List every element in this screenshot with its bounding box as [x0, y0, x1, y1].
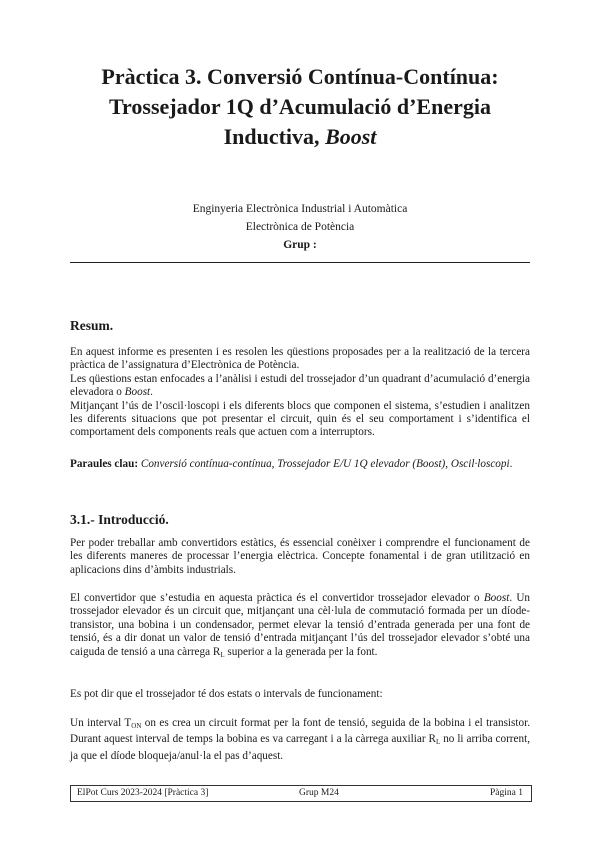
- intro-p4-text-c: no li arriba corrent, ja que el díode bloqueja/anul·la el pas d’aquest.: [70, 733, 530, 762]
- degree-name: Enginyeria Electrònica Industrial i Automàtica: [192, 203, 408, 215]
- keywords-label: Paraules clau:: [70, 458, 139, 470]
- intro-p2-text-a: El convertidor que s’estudia en aquesta pràctica és el convertidor trossejador elevador o: [70, 592, 484, 604]
- intro-p2-text-c: superior a la generada per la font.: [224, 645, 378, 658]
- abstract-body: [70, 346, 530, 440]
- abstract-p2-boost: Boost: [124, 386, 151, 399]
- intro-p4-subscript-l: L: [435, 738, 441, 747]
- intro-p2-text-b: . Un trossejador elevador és un circuit que, mitjançant una cèl·lula de commutació formada per un díode-transistor, una bobina i un condensador, permet elevar la tensió d’entrada generada per una font de tensió, és a dir donat un valor de tensió d’entrada mitjançant l’ús del trossejador elevador s’obté una caiguda de tensió a una càrrega R: [70, 592, 530, 658]
- title-line-3: [60, 122, 540, 152]
- intro-paragraph-1: Per poder treballar amb convertidors estàtics, és essencial conèixer i comprendre el funcionament de les diferents maneres de processar l’energia elèctrica. Concepte fonamental i de gran utilització en aplicacions dins d’àmbits industrials.: [70, 537, 530, 576]
- intro-heading: 3.1.- Introducció.: [70, 512, 169, 527]
- intro-p2-subscript: L: [220, 650, 225, 659]
- document-title: [60, 62, 540, 152]
- intro-paragraph-3: Es pot dir que el trossejador té dos estats o intervals de funcionament:: [70, 688, 383, 700]
- intro-p4-subscript-on: ON: [131, 722, 142, 730]
- abstract-p2-end: .: [150, 386, 153, 399]
- affiliation-block: [60, 200, 540, 254]
- keywords-line: [70, 458, 530, 471]
- intro-p2-boost: Boost: [483, 592, 510, 604]
- title-line-1: Pràctica 3. Conversió Contínua-Contínua:: [101, 64, 499, 89]
- keywords-end: .: [509, 458, 513, 470]
- intro-p4-text-b: on es crea un circuit format per la font de tensió, seguida de la bobina i el transistor. Durant aquest interval de temps la bobina es va carregant i a la càrrega auxiliar R: [70, 717, 530, 746]
- footer-group: Grup M24: [299, 788, 339, 798]
- title-boost-italic: Boost: [325, 124, 377, 149]
- course-name: Electrònica de Potència: [245, 221, 355, 233]
- keywords-list: Conversió contínua-contínua, Trossejador E/U 1Q elevador (Boost), Oscil·loscopi: [138, 458, 510, 470]
- intro-p4-text-a: Un interval T: [70, 717, 132, 729]
- abstract-paragraph-2: [70, 373, 530, 400]
- intro-paragraph-4: [70, 717, 530, 763]
- abstract-paragraph-1: En aquest informe es presenten i es resolen les qüestions proposades per a la realització de la tercera pràctica de l’assignatura d’Electrònica de Potència.: [70, 346, 530, 372]
- header-divider: [70, 262, 530, 263]
- page-footer: [70, 785, 532, 802]
- group-label: Grup :: [283, 239, 317, 251]
- abstract-heading: Resum.: [70, 318, 114, 333]
- footer-page-number: Pàgina 1: [490, 788, 523, 798]
- footer-course-info: ElPot Curs 2023-2024 [Pràctica 3]: [77, 788, 209, 798]
- intro-paragraph-2: [70, 592, 530, 662]
- title-line-3-text: Inductiva,: [223, 124, 326, 149]
- abstract-paragraph-3: Mitjançant l’ús de l’oscil·loscopi i els diferents blocs que componen el sistema, s’estudien i analitzen les diferents situacions que pot presentar el circuit, quin és el seu comportament i s’identifica el comportament dels components reals que actuen com a interruptors.: [70, 399, 530, 439]
- title-line-2: Trossejador 1Q d’Acumulació d’Energia: [109, 94, 491, 119]
- abstract-p2-text: Les qüestions estan enfocades a l’anàlisi i estudi del trossejador d’un quadrant d’acumulació d’energia elevadora o: [70, 372, 530, 399]
